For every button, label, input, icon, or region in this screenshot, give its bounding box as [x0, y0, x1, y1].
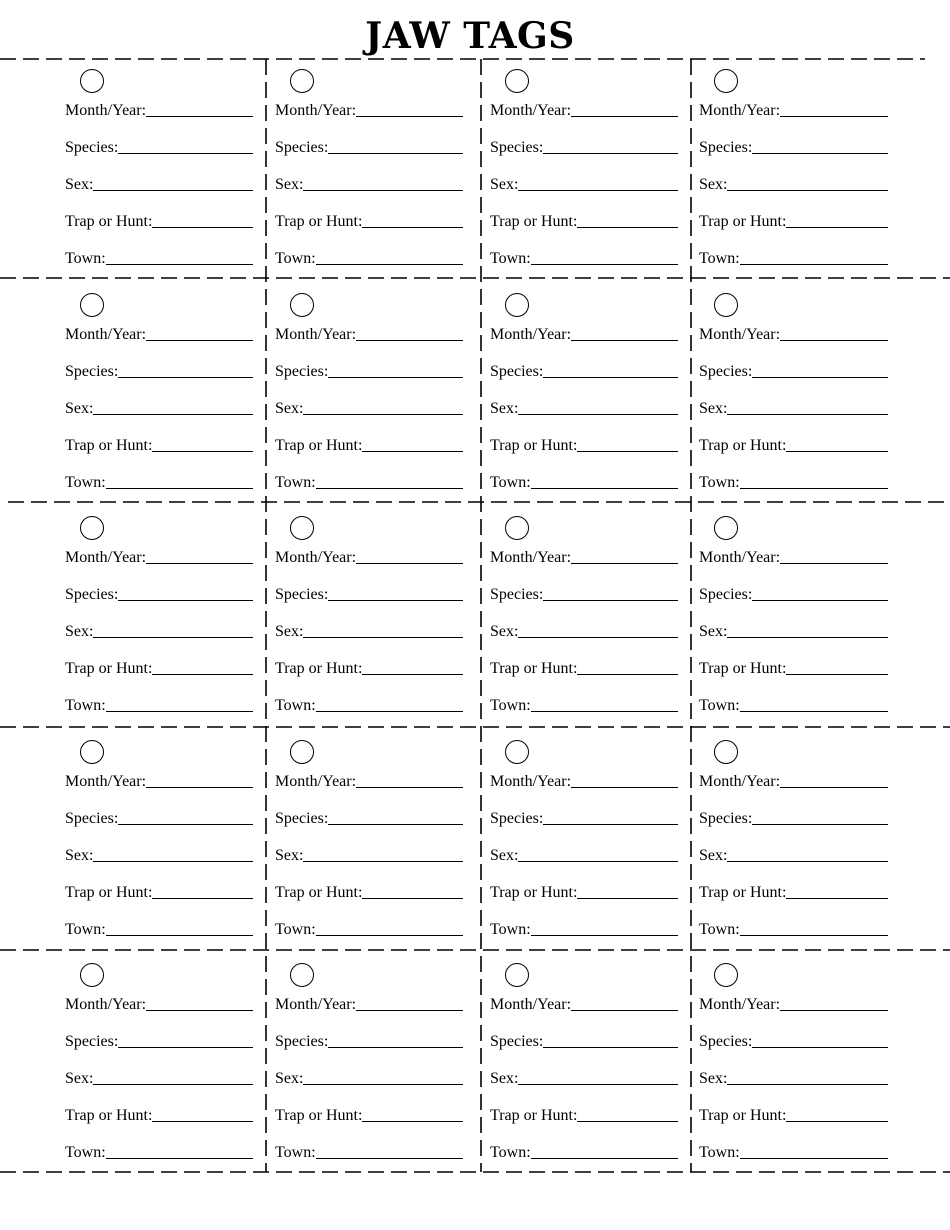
tag-field-label: Month/Year:	[490, 326, 572, 343]
tag-field[interactable]	[699, 433, 888, 455]
tag-field-label: Month/Year:	[275, 326, 357, 343]
tag-field-label: Trap or Hunt:	[490, 1107, 578, 1124]
tag-field[interactable]	[275, 359, 463, 381]
tag-field-blank-line[interactable]	[518, 414, 678, 415]
tag-field[interactable]	[699, 209, 888, 231]
tag-field[interactable]	[275, 322, 463, 344]
tag-field-label: Town:	[699, 697, 740, 714]
tag-field-blank-line[interactable]	[518, 190, 678, 191]
punch-hole-circle	[505, 516, 529, 540]
tag-field-label: Town:	[490, 921, 531, 938]
tag-field[interactable]	[275, 1066, 463, 1088]
tag-field[interactable]	[275, 396, 463, 418]
tag-field[interactable]	[490, 917, 678, 939]
tag-field[interactable]	[275, 769, 463, 791]
tag-field-blank-line[interactable]	[786, 227, 888, 228]
tag-field-label: Town:	[490, 1144, 531, 1161]
tag-field-blank-line[interactable]	[727, 637, 888, 638]
tag-field-blank-line[interactable]	[316, 488, 463, 489]
tag-field-label: Sex:	[275, 1070, 304, 1087]
tag-field-label: Trap or Hunt:	[275, 213, 363, 230]
punch-hole-circle	[714, 293, 738, 317]
tag-field-label: Month/Year:	[490, 102, 572, 119]
tag-field-blank-line[interactable]	[362, 898, 463, 899]
tag-field[interactable]	[699, 172, 888, 194]
tag-field-label: Month/Year:	[275, 773, 357, 790]
tag-field[interactable]	[699, 470, 888, 492]
tag-field-label: Trap or Hunt:	[65, 213, 153, 230]
tag-field[interactable]	[490, 1140, 678, 1162]
tag-field-label: Trap or Hunt:	[490, 213, 578, 230]
tag-field[interactable]	[275, 98, 463, 120]
tag-field-label: Town:	[699, 250, 740, 267]
tag-field-blank-line[interactable]	[571, 787, 678, 788]
tag-field-label: Month/Year:	[699, 996, 781, 1013]
tag-field-label: Trap or Hunt:	[275, 884, 363, 901]
tag-field[interactable]	[275, 843, 463, 865]
tag-field-blank-line[interactable]	[740, 1158, 888, 1159]
tag-field-blank-line[interactable]	[362, 451, 463, 452]
tag-field-label: Town:	[275, 250, 316, 267]
tag-field-label: Sex:	[275, 176, 304, 193]
tag-field-blank-line[interactable]	[577, 1121, 678, 1122]
tag-field[interactable]	[275, 880, 463, 902]
tag-field-blank-line[interactable]	[356, 787, 463, 788]
tag-field-blank-line[interactable]	[316, 1158, 463, 1159]
tag-field[interactable]	[490, 172, 678, 194]
tag-field[interactable]	[699, 992, 888, 1014]
tag-field-label: Trap or Hunt:	[699, 1107, 787, 1124]
tag-field-blank-line[interactable]	[356, 1010, 463, 1011]
tag-field[interactable]	[699, 1103, 888, 1125]
tag-field-blank-line[interactable]	[543, 1047, 678, 1048]
tag-field-blank-line[interactable]	[577, 674, 678, 675]
tag-field-blank-line[interactable]	[780, 116, 888, 117]
tag-field-label: Town:	[65, 474, 106, 491]
tag-field-label: Town:	[275, 1144, 316, 1161]
tag-field[interactable]	[490, 359, 678, 381]
tag-field-blank-line[interactable]	[303, 1084, 463, 1085]
tag-field-blank-line[interactable]	[531, 488, 678, 489]
tag-field-blank-line[interactable]	[543, 377, 678, 378]
tag-field-label: Month/Year:	[699, 326, 781, 343]
tag-field-label: Month/Year:	[490, 773, 572, 790]
tag-field-blank-line[interactable]	[752, 600, 888, 601]
tag-field-blank-line[interactable]	[303, 414, 463, 415]
tag-field-blank-line[interactable]	[780, 340, 888, 341]
tag-field-blank-line[interactable]	[543, 153, 678, 154]
jaw-tag	[0, 954, 787, 1164]
tag-field[interactable]	[490, 209, 678, 231]
tag-field-blank-line[interactable]	[531, 935, 678, 936]
tag-field[interactable]	[275, 656, 463, 678]
tag-field[interactable]	[275, 545, 463, 567]
tag-field[interactable]	[699, 1029, 888, 1051]
tag-field[interactable]	[699, 545, 888, 567]
jaw-tag	[0, 507, 787, 717]
tag-field-blank-line[interactable]	[727, 1084, 888, 1085]
tag-field-blank-line[interactable]	[571, 1010, 678, 1011]
tag-field-blank-line[interactable]	[303, 637, 463, 638]
tag-field[interactable]	[699, 917, 888, 939]
tag-field[interactable]	[699, 396, 888, 418]
tag-field-label: Sex:	[65, 847, 94, 864]
tag-field-label: Trap or Hunt:	[699, 884, 787, 901]
tag-field[interactable]	[699, 656, 888, 678]
tag-field[interactable]	[490, 1029, 678, 1051]
tag-field-label: Sex:	[699, 1070, 728, 1087]
tag-field[interactable]	[490, 656, 678, 678]
punch-hole-circle	[505, 740, 529, 764]
tag-field-label: Town:	[699, 1144, 740, 1161]
tag-field-blank-line[interactable]	[752, 377, 888, 378]
tag-field-label: Species:	[275, 1033, 329, 1050]
tag-field-blank-line[interactable]	[328, 824, 463, 825]
punch-hole-circle	[290, 293, 314, 317]
tag-field-blank-line[interactable]	[316, 711, 463, 712]
tag-field-label: Trap or Hunt:	[699, 437, 787, 454]
tag-field-label: Month/Year:	[490, 996, 572, 1013]
tag-field-label: Town:	[699, 474, 740, 491]
tag-field-label: Species:	[699, 139, 753, 156]
tag-field[interactable]	[275, 1029, 463, 1051]
punch-hole-circle	[505, 69, 529, 93]
tag-field-label: Month/Year:	[699, 773, 781, 790]
tag-field-label: Species:	[490, 810, 544, 827]
tag-field-blank-line[interactable]	[727, 190, 888, 191]
tag-field-blank-line[interactable]	[752, 824, 888, 825]
tag-field-label: Sex:	[275, 400, 304, 417]
tag-field[interactable]	[490, 806, 678, 828]
punch-hole-circle	[290, 516, 314, 540]
tag-field-label: Month/Year:	[65, 549, 147, 566]
tag-field[interactable]	[699, 693, 888, 715]
tag-field-blank-line[interactable]	[786, 674, 888, 675]
tag-field[interactable]	[275, 992, 463, 1014]
tag-field-label: Trap or Hunt:	[275, 1107, 363, 1124]
tag-field-label: Sex:	[65, 176, 94, 193]
tag-field-label: Month/Year:	[275, 549, 357, 566]
tag-field-blank-line[interactable]	[518, 1084, 678, 1085]
tag-field[interactable]	[490, 322, 678, 344]
tag-field[interactable]	[490, 98, 678, 120]
tag-field-blank-line[interactable]	[531, 1158, 678, 1159]
tag-field[interactable]	[275, 1140, 463, 1162]
punch-hole-circle	[505, 293, 529, 317]
tag-field[interactable]	[699, 135, 888, 157]
tag-field-label: Month/Year:	[65, 326, 147, 343]
tag-field-label: Month/Year:	[65, 996, 147, 1013]
tag-field-blank-line[interactable]	[786, 1121, 888, 1122]
tag-field-blank-line[interactable]	[518, 861, 678, 862]
tag-field[interactable]	[699, 322, 888, 344]
tag-field-blank-line[interactable]	[531, 264, 678, 265]
tag-field-label: Town:	[699, 921, 740, 938]
tag-field[interactable]	[275, 209, 463, 231]
tag-field-label: Sex:	[275, 623, 304, 640]
tag-field-label: Trap or Hunt:	[699, 660, 787, 677]
tag-field-blank-line[interactable]	[740, 711, 888, 712]
tag-field[interactable]	[275, 806, 463, 828]
tag-field-label: Town:	[275, 921, 316, 938]
tag-field[interactable]	[490, 1103, 678, 1125]
tag-field-label: Sex:	[275, 847, 304, 864]
tag-field-blank-line[interactable]	[740, 488, 888, 489]
tag-field-blank-line[interactable]	[356, 563, 463, 564]
tag-field-blank-line[interactable]	[740, 935, 888, 936]
tag-field-blank-line[interactable]	[752, 1047, 888, 1048]
tag-field-blank-line[interactable]	[356, 340, 463, 341]
tag-field[interactable]	[699, 880, 888, 902]
punch-hole-circle	[290, 963, 314, 987]
jaw-tag	[0, 284, 787, 494]
punch-hole-circle	[505, 963, 529, 987]
tag-field[interactable]	[699, 806, 888, 828]
tag-field-label: Species:	[275, 363, 329, 380]
tag-field-blank-line[interactable]	[577, 898, 678, 899]
tag-field-label: Sex:	[490, 623, 519, 640]
tag-field-blank-line[interactable]	[786, 898, 888, 899]
tag-field-blank-line[interactable]	[328, 600, 463, 601]
tag-field[interactable]	[490, 769, 678, 791]
tag-field[interactable]	[699, 769, 888, 791]
tag-field-label: Month/Year:	[275, 102, 357, 119]
tag-field-label: Sex:	[490, 847, 519, 864]
tag-field-label: Trap or Hunt:	[65, 437, 153, 454]
tag-field[interactable]	[699, 1140, 888, 1162]
tag-field[interactable]	[699, 843, 888, 865]
tag-field-label: Species:	[275, 586, 329, 603]
tag-field-label: Town:	[275, 474, 316, 491]
tag-field[interactable]	[490, 470, 678, 492]
tag-field[interactable]	[490, 992, 678, 1014]
tag-field-label: Sex:	[490, 1070, 519, 1087]
tag-field-label: Species:	[65, 1033, 119, 1050]
tag-field-label: Town:	[490, 474, 531, 491]
tag-field[interactable]	[275, 135, 463, 157]
tag-field-blank-line[interactable]	[316, 264, 463, 265]
tag-field[interactable]	[699, 246, 888, 268]
tag-field[interactable]	[275, 246, 463, 268]
tag-field-blank-line[interactable]	[727, 414, 888, 415]
tag-field-blank-line[interactable]	[362, 1121, 463, 1122]
tag-field-label: Month/Year:	[490, 549, 572, 566]
tag-field[interactable]	[490, 135, 678, 157]
tag-field-blank-line[interactable]	[577, 451, 678, 452]
tag-field[interactable]	[275, 917, 463, 939]
tag-field-label: Month/Year:	[275, 996, 357, 1013]
tag-field[interactable]	[699, 98, 888, 120]
tag-field[interactable]	[490, 1066, 678, 1088]
tag-field[interactable]	[490, 433, 678, 455]
tag-field-label: Trap or Hunt:	[65, 1107, 153, 1124]
tag-field[interactable]	[699, 1066, 888, 1088]
tag-field-label: Sex:	[699, 400, 728, 417]
tag-field-label: Town:	[65, 697, 106, 714]
punch-hole-circle	[714, 69, 738, 93]
tag-field-blank-line[interactable]	[316, 935, 463, 936]
tag-field-blank-line[interactable]	[571, 340, 678, 341]
tag-field[interactable]	[275, 470, 463, 492]
tag-field-label: Sex:	[65, 400, 94, 417]
tag-field-blank-line[interactable]	[328, 153, 463, 154]
tag-field-label: Trap or Hunt:	[65, 884, 153, 901]
tag-field[interactable]	[275, 1103, 463, 1125]
tag-field-label: Species:	[699, 586, 753, 603]
tag-field-label: Month/Year:	[65, 773, 147, 790]
tag-field-blank-line[interactable]	[328, 1047, 463, 1048]
tag-field-label: Trap or Hunt:	[65, 660, 153, 677]
tag-field-blank-line[interactable]	[780, 787, 888, 788]
tag-field[interactable]	[490, 880, 678, 902]
tag-field-blank-line[interactable]	[752, 153, 888, 154]
tag-field-label: Town:	[65, 250, 106, 267]
tag-field-label: Sex:	[490, 176, 519, 193]
tag-field-label: Species:	[65, 139, 119, 156]
tag-field-blank-line[interactable]	[780, 563, 888, 564]
tag-field-blank-line[interactable]	[303, 190, 463, 191]
tag-field[interactable]	[275, 433, 463, 455]
tag-field-label: Sex:	[65, 1070, 94, 1087]
tag-field-blank-line[interactable]	[780, 1010, 888, 1011]
punch-hole-circle	[714, 963, 738, 987]
punch-hole-circle	[714, 516, 738, 540]
tag-field-blank-line[interactable]	[518, 637, 678, 638]
jaw-tag	[0, 731, 787, 941]
tag-field-blank-line[interactable]	[328, 377, 463, 378]
tag-field-label: Sex:	[699, 847, 728, 864]
tag-field-blank-line[interactable]	[303, 861, 463, 862]
tag-field[interactable]	[699, 582, 888, 604]
tag-field-blank-line[interactable]	[362, 227, 463, 228]
tag-field[interactable]	[699, 359, 888, 381]
tag-field-label: Month/Year:	[699, 549, 781, 566]
tag-field-blank-line[interactable]	[727, 861, 888, 862]
tag-field-blank-line[interactable]	[786, 451, 888, 452]
tag-field-blank-line[interactable]	[577, 227, 678, 228]
tag-field-label: Sex:	[490, 400, 519, 417]
tag-field-blank-line[interactable]	[356, 116, 463, 117]
tag-field-label: Species:	[65, 810, 119, 827]
tag-field-label: Species:	[490, 1033, 544, 1050]
tag-field-label: Town:	[65, 921, 106, 938]
tag-field-label: Species:	[275, 139, 329, 156]
tag-field[interactable]	[490, 545, 678, 567]
tag-field-blank-line[interactable]	[362, 674, 463, 675]
tag-field-label: Trap or Hunt:	[275, 437, 363, 454]
tag-field[interactable]	[275, 172, 463, 194]
tag-field[interactable]	[490, 619, 678, 641]
tag-field-blank-line[interactable]	[543, 600, 678, 601]
tag-field-blank-line[interactable]	[571, 116, 678, 117]
tag-field[interactable]	[275, 582, 463, 604]
punch-hole-circle	[290, 740, 314, 764]
tag-field-blank-line[interactable]	[740, 264, 888, 265]
tag-field-label: Species:	[490, 139, 544, 156]
tag-field[interactable]	[490, 246, 678, 268]
tag-field-blank-line[interactable]	[571, 563, 678, 564]
tag-field-label: Trap or Hunt:	[490, 884, 578, 901]
tag-field-label: Town:	[275, 697, 316, 714]
tag-field-blank-line[interactable]	[543, 824, 678, 825]
tag-field[interactable]	[275, 693, 463, 715]
tag-field-label: Species:	[490, 586, 544, 603]
page-title: JAW TAGS	[365, 15, 575, 57]
jaw-tag	[0, 60, 787, 270]
tag-field-blank-line[interactable]	[531, 711, 678, 712]
tag-field-label: Trap or Hunt:	[490, 660, 578, 677]
tag-field[interactable]	[490, 582, 678, 604]
tag-field-label: Species:	[699, 1033, 753, 1050]
tag-field-label: Sex:	[699, 623, 728, 640]
tag-field-label: Species:	[65, 363, 119, 380]
tag-field-label: Trap or Hunt:	[275, 660, 363, 677]
tag-field-label: Species:	[699, 810, 753, 827]
punch-hole-circle	[714, 740, 738, 764]
tag-field-label: Town:	[490, 697, 531, 714]
tag-field-label: Month/Year:	[65, 102, 147, 119]
tag-field-label: Month/Year:	[699, 102, 781, 119]
tag-field-label: Species:	[490, 363, 544, 380]
tag-field-label: Trap or Hunt:	[699, 213, 787, 230]
tag-field-label: Species:	[275, 810, 329, 827]
tag-field-label: Town:	[65, 1144, 106, 1161]
tag-field-label: Sex:	[699, 176, 728, 193]
tag-field[interactable]	[490, 693, 678, 715]
tag-field-label: Trap or Hunt:	[490, 437, 578, 454]
punch-hole-circle	[290, 69, 314, 93]
tag-field-label: Species:	[65, 586, 119, 603]
tag-field[interactable]	[490, 843, 678, 865]
tag-field[interactable]	[699, 619, 888, 641]
tag-field-label: Sex:	[65, 623, 94, 640]
tag-field-label: Town:	[490, 250, 531, 267]
tag-field[interactable]	[490, 396, 678, 418]
tag-field-label: Species:	[699, 363, 753, 380]
tag-field[interactable]	[275, 619, 463, 641]
